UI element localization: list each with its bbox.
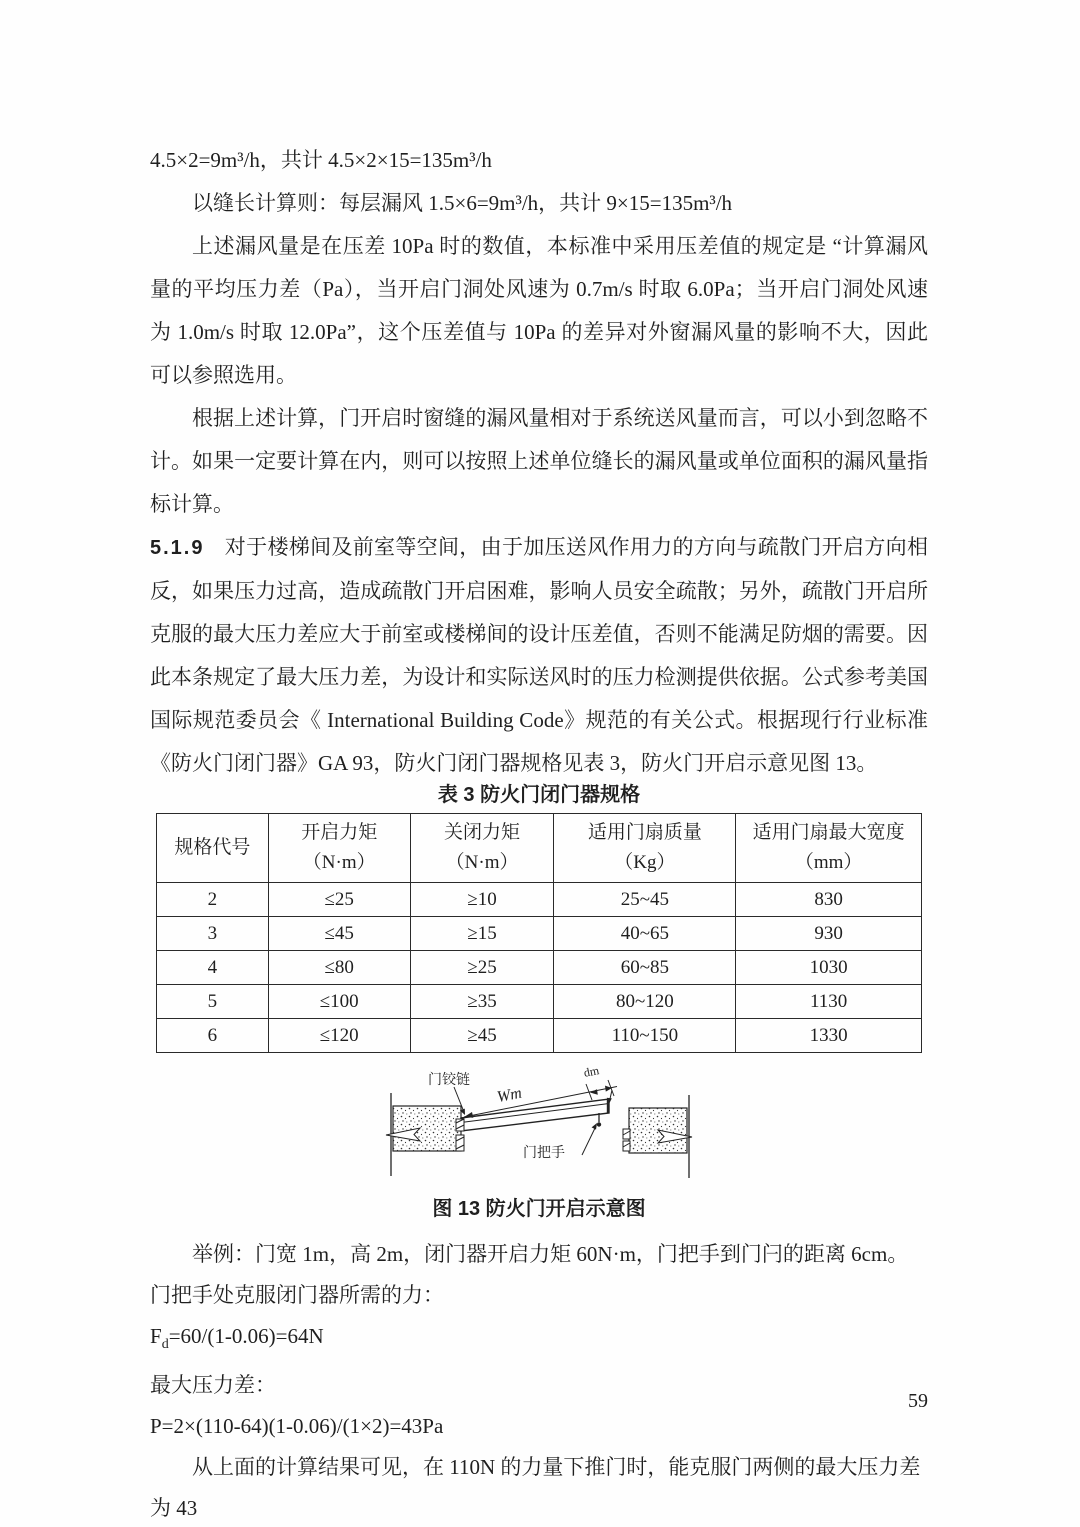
page-content — [150, 139, 928, 1527]
table-header-row — [157, 814, 922, 883]
table-cell: ≤80 — [268, 951, 410, 985]
table-cell: 4 — [157, 951, 269, 985]
table-cell: 1330 — [736, 1019, 922, 1053]
figure-13-caption: 图 13 防火门开启示意图 — [432, 1198, 646, 1220]
table-cell: 60~85 — [554, 951, 736, 985]
table-header-cell — [554, 814, 736, 883]
page-number: 59 — [908, 1390, 928, 1412]
table-cell: 40~65 — [554, 917, 736, 951]
door-diagram — [384, 1059, 694, 1189]
table-row — [157, 951, 922, 985]
label-handle-distance: dm — [582, 1063, 601, 1080]
table-row — [157, 883, 922, 917]
table-cell: 25~45 — [554, 883, 736, 917]
formula-rest: =60/(1-0.06)=64N — [168, 1324, 324, 1348]
table-row — [157, 1019, 922, 1053]
table-cell: 1130 — [736, 985, 922, 1019]
table-cell: 5 — [157, 985, 269, 1019]
handle-leader-arrow-icon — [592, 1123, 597, 1130]
header-close-torque-unit: （N·m） — [445, 852, 519, 873]
table-header-cell — [410, 814, 554, 883]
formula-handle-force — [150, 1316, 928, 1365]
table-cell: 3 — [157, 917, 269, 951]
example-pressure-label: 最大压力差： — [150, 1373, 276, 1398]
dm-arrow-icon — [590, 1089, 598, 1095]
table-cell: ≤120 — [268, 1019, 410, 1053]
example-block — [150, 1234, 928, 1527]
header-open-torque: 开启力矩 — [301, 822, 378, 843]
wm-arrow-icon — [464, 1112, 473, 1118]
handle-leader-line — [582, 1126, 596, 1155]
example-intro: 举例：门宽 1m，高 2m，闭门器开启力矩 60N·m，门把手到门闩的距离 6cm。 — [192, 1242, 909, 1266]
table-cell: 110~150 — [554, 1019, 736, 1053]
header-door-max-width: 适用门扇最大宽度 — [752, 822, 905, 843]
paragraph-pressure-values: 上述漏风量是在压差 10Pa 时的数值，本标准中采用压差值的规定是 “计算漏风量的平均压力差（Pa），当开启门洞处风速为 0.7m/s 时取 6.0Pa；当开启门洞处风速为 1.0m/s 时取 12.0Pa”，这个压差值与 10Pa 的差异对外窗漏风量的影响不大，因此可以参照选用。 — [150, 234, 928, 387]
table-cell: ≥45 — [410, 1019, 554, 1053]
table-cell: 930 — [736, 917, 922, 951]
clause-5-1-9 — [150, 526, 928, 785]
table-row — [157, 985, 922, 1019]
example-force-label: 门把手处克服闭门器所需的力： — [150, 1283, 444, 1307]
example-conclusion: 从上面的计算结果可见，在 110N 的力量下推门时，能克服门两侧的最大压力差为 43 — [150, 1455, 921, 1521]
clause-text: 对于楼梯间及前室等空间，由于加压送风作用力的方向与疏散门开启方向相反，如果压力过高，造成疏散门开启困难，影响人员安全疏散；另外，疏散门开启所克服的最大压力差应大于前室或楼梯间的设计压差值，否则不能满足防烟的需要。因此本条规定了最大压力差，为设计和实际送风时的压力检测提供依据。公式参考美国国际规范委员会《 International Building Code》规范的有关公式。根据现行行业标准《防火门闭门器》GA 93，防火门闭门器规格见表 3，防火门开启示意见图 13。 — [150, 535, 928, 775]
paragraph-ignore-leakage: 根据上述计算，门开启时窗缝的漏风量相对于系统送风量而言，可以小到忽略不计。如果一定要计算在内，则可以按照上述单位缝长的漏风量或单位面积的漏风量指标计算。 — [150, 406, 928, 516]
header-close-torque: 关闭力矩 — [444, 822, 521, 843]
formula-max-pressure: P=2×(110-64)(1-0.06)/(1×2)=43Pa — [150, 1414, 444, 1439]
label-door-width: Wm — [495, 1084, 524, 1107]
table-cell: 6 — [157, 1019, 269, 1053]
door-handle-knob — [597, 1122, 601, 1126]
table-header-cell — [268, 814, 410, 883]
formula-subscript: d — [161, 1337, 169, 1353]
figure-13-wrap — [384, 1059, 694, 1194]
table-cell: ≤45 — [268, 917, 410, 951]
label-door-handle: 门把手 — [523, 1146, 565, 1161]
formula-base: F — [150, 1324, 162, 1348]
header-open-torque-unit: （N·m） — [302, 852, 376, 873]
table-cell: 830 — [736, 883, 922, 917]
table-cell: ≥35 — [410, 985, 554, 1019]
label-door-hinge: 门铰链 — [428, 1073, 470, 1088]
table-header-cell — [736, 814, 922, 883]
door-leaf — [461, 1099, 609, 1131]
table-cell: ≤100 — [268, 985, 410, 1019]
header-spec-code: 规格代号 — [174, 837, 251, 858]
table-cell: 2 — [157, 883, 269, 917]
table-cell: ≤25 — [268, 883, 410, 917]
table-cell: 80~120 — [554, 985, 736, 1019]
table-3-title: 表 3 防火门闭门器规格 — [437, 784, 641, 806]
paragraph-seam-calc: 以缝长计算则：每层漏风 1.5×6=9m³/h，共计 9×15=135m³/h — [192, 191, 733, 215]
door-closer-spec-table — [156, 813, 922, 1053]
table-cell: ≥10 — [410, 883, 554, 917]
left-wall-section — [393, 1106, 461, 1151]
header-door-mass: 适用门扇质量 — [587, 822, 702, 843]
table-cell: ≥25 — [410, 951, 554, 985]
table-row — [157, 917, 922, 951]
table-cell: 1030 — [736, 951, 922, 985]
header-door-mass-unit: （Kg） — [614, 852, 676, 873]
table-cell: ≥15 — [410, 917, 554, 951]
paragraph-leakage-total: 4.5×2=9m³/h，共计 4.5×2×15=135m³/h — [150, 148, 492, 172]
header-door-max-width-unit: （mm） — [794, 852, 863, 873]
table-header-cell — [157, 814, 269, 883]
clause-number: 5.1.9 — [150, 537, 205, 559]
